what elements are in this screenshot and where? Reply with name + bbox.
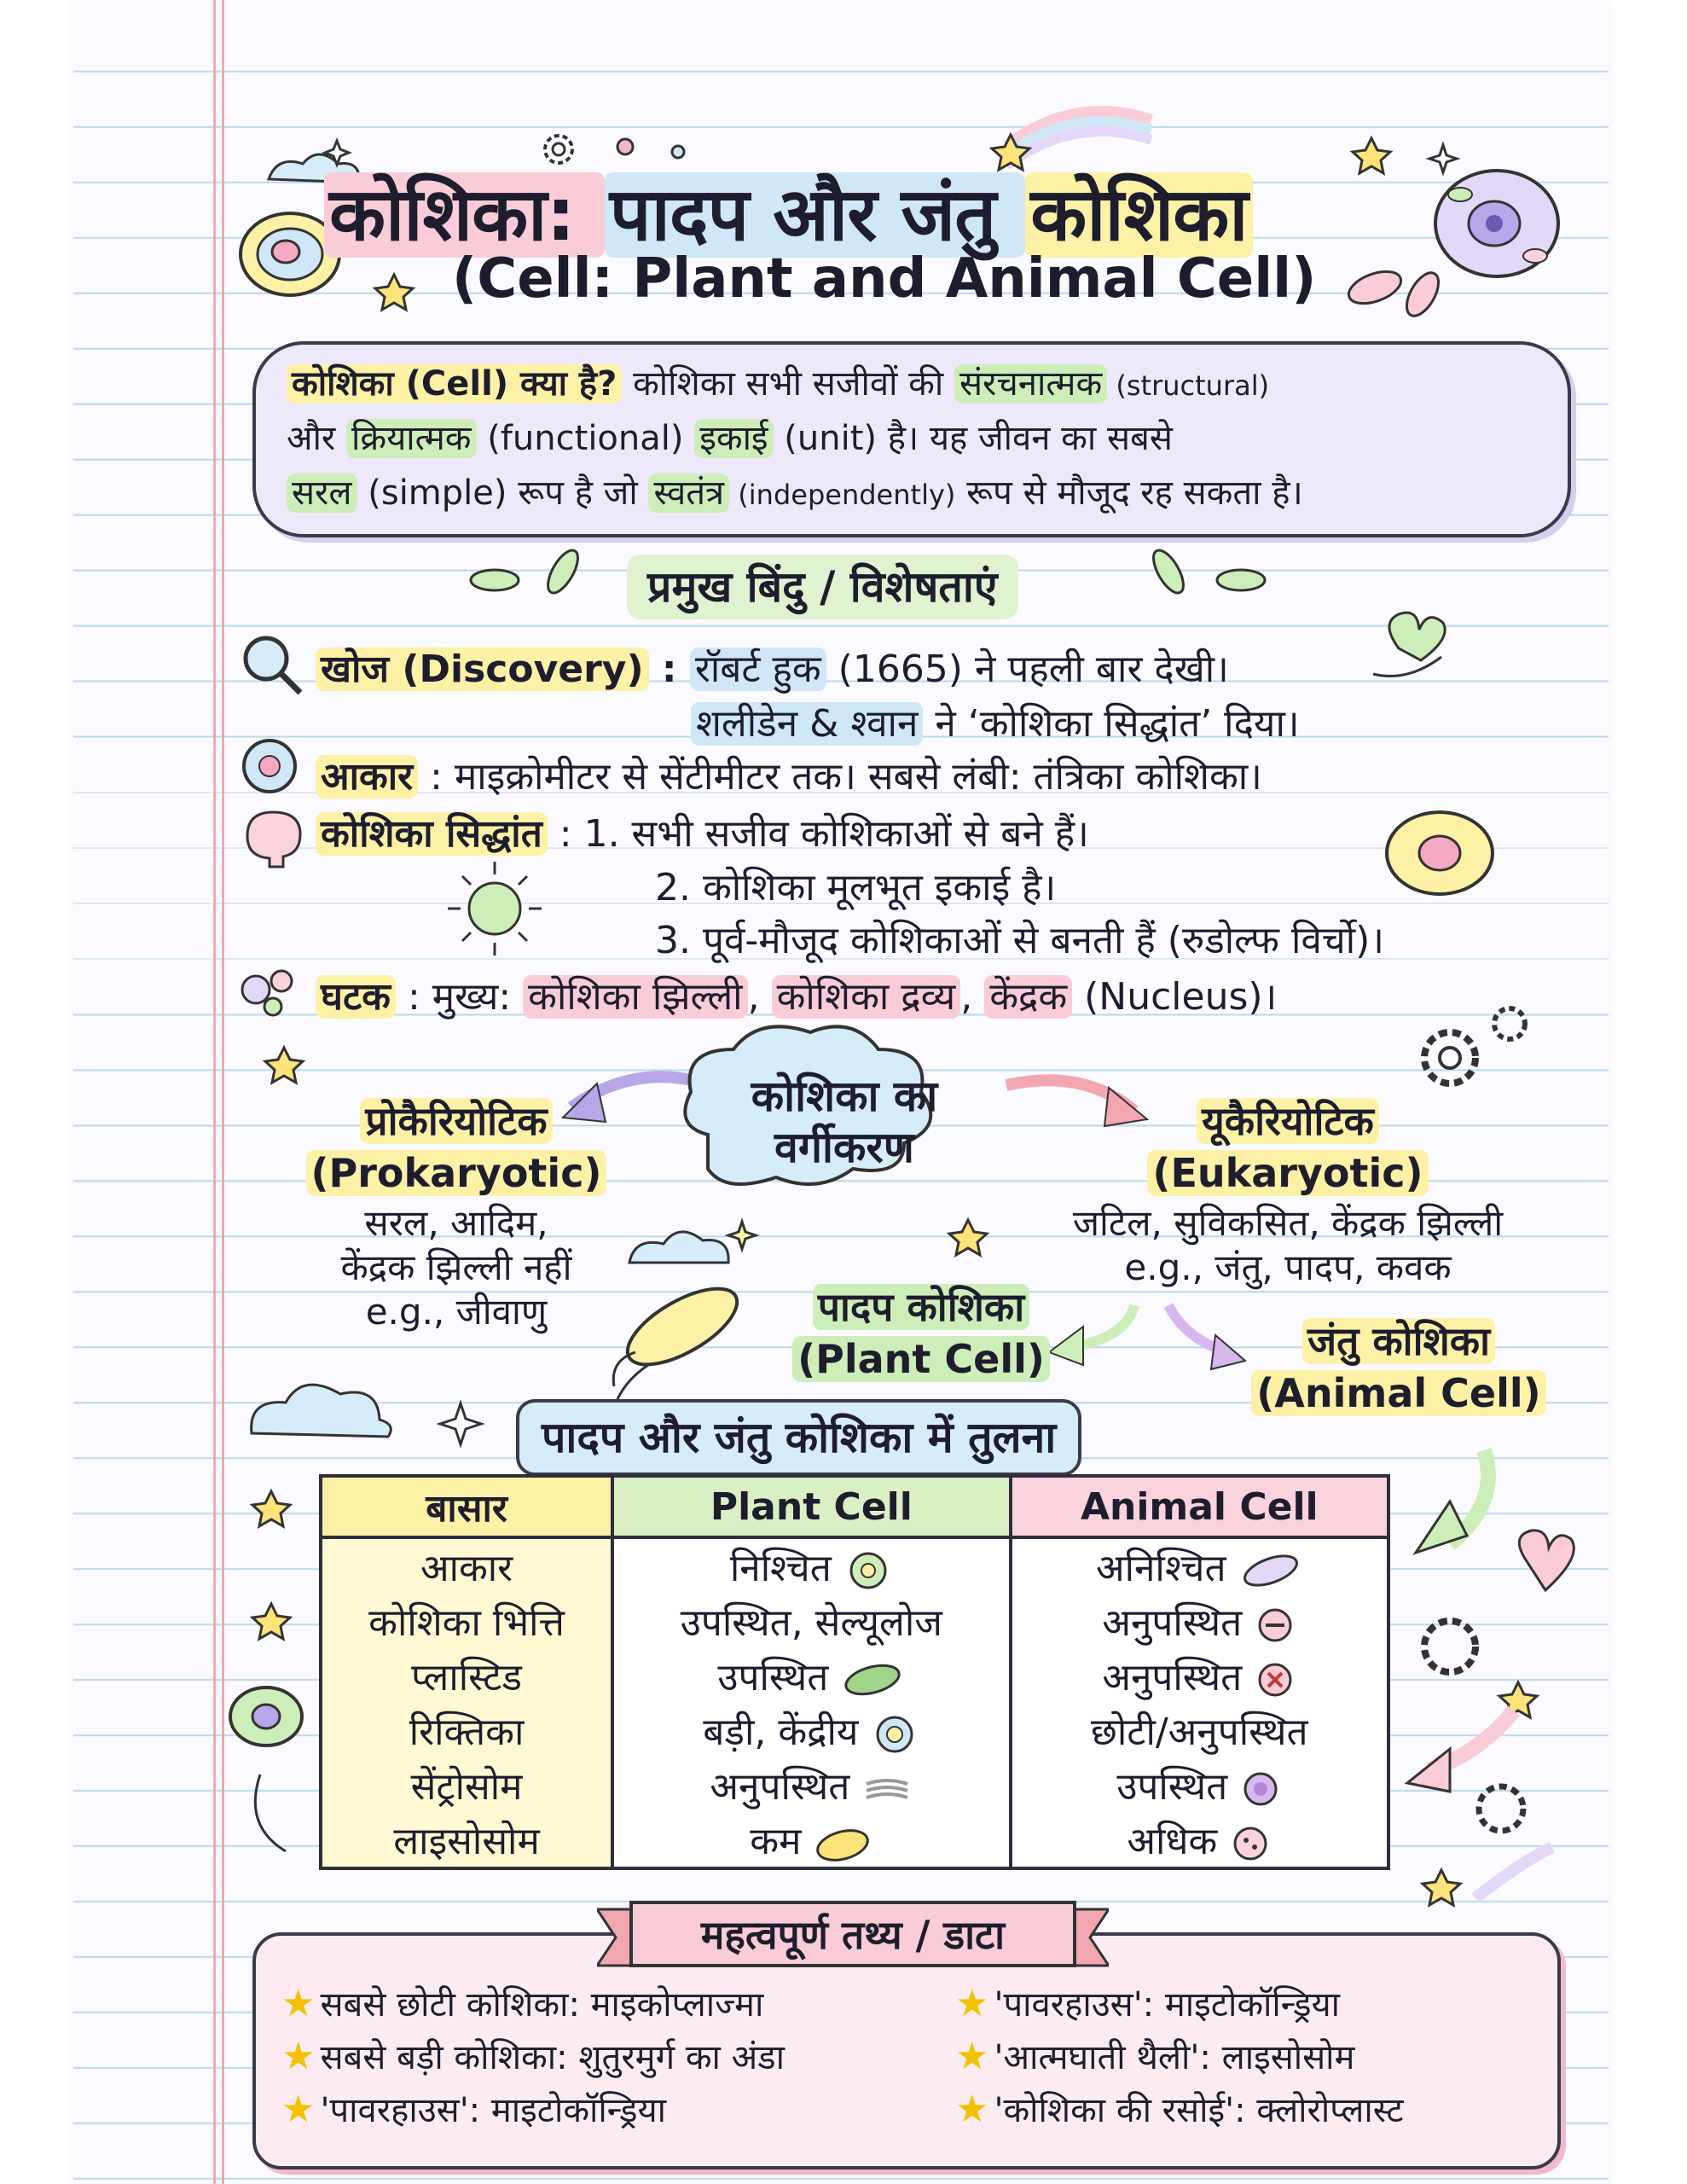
table-cell <box>1011 1648 1388 1703</box>
cell-icon <box>230 1687 302 1745</box>
table-row <box>321 1594 1388 1648</box>
plant-cell-icon <box>844 1550 893 1591</box>
fact-item <box>281 1979 785 2032</box>
cell-text: अनुपस्थित <box>1102 1601 1243 1645</box>
star-icon: ★ <box>281 2035 316 2078</box>
table-cell <box>612 1757 1010 1812</box>
cell-icon <box>244 741 295 792</box>
cell-text: उपस्थित <box>1116 1765 1228 1809</box>
facts-right <box>955 1979 1404 2138</box>
centrosome-icon <box>1239 1769 1282 1809</box>
eukaryotic-text: जटिल, सुविकसित, केंद्रक झिल्ली <box>1072 1202 1504 1244</box>
cross-icon <box>1254 1659 1296 1700</box>
table-cell: रिक्तिका <box>321 1703 612 1757</box>
point-text: ने ‘कोशिका सिद्धांत’ दिया। <box>923 702 1300 746</box>
bacteria-icon <box>1344 265 1445 321</box>
table-cell <box>612 1703 1010 1757</box>
lysosome-icon <box>813 1823 872 1864</box>
prokaryotic-text: सरल, आदिम, <box>364 1202 548 1244</box>
definition-line-1 <box>287 358 1269 405</box>
vacuole-icon <box>870 1714 919 1755</box>
definition-text: (unit) है। यह जीवन का सबसे <box>773 419 1173 458</box>
table-cell <box>1011 1537 1388 1594</box>
point-separator: : <box>648 648 690 691</box>
table-cell: कोशिका भित्ति <box>321 1594 612 1648</box>
table-row <box>321 1703 1388 1757</box>
point-theory-2: 2. कोशिका मूलभूत इकाई है। <box>655 866 1057 909</box>
plant-cell-block <box>751 1280 1092 1382</box>
magnifier-icon <box>246 638 300 693</box>
heart-icon <box>1519 1531 1574 1590</box>
highlight-functional: क्रियात्मक <box>346 419 477 458</box>
title-part-3: कोशिका <box>1025 172 1252 258</box>
brain-icon <box>247 812 300 867</box>
point-discovery-2 <box>691 696 1300 747</box>
chloroplast-icon <box>840 1659 905 1700</box>
cell-icon <box>1387 812 1493 894</box>
title-part-2: पादप और जंतु <box>605 172 1025 258</box>
highlight-nucleus: केंद्रक <box>984 975 1072 1019</box>
prokaryotic-title: प्रोकैरियोटिक <box>360 1098 552 1144</box>
table-cell <box>612 1648 1010 1703</box>
prokaryotic-block <box>290 1094 623 1334</box>
star-icon: ★ <box>955 1982 989 2025</box>
facts-title: महत्वपूर्ण तथ्य / डाटा <box>700 1912 1006 1958</box>
amoeba-icon <box>1238 1550 1303 1591</box>
table-row <box>321 1757 1388 1812</box>
table-header-row <box>321 1476 1388 1537</box>
table-cell <box>612 1812 1010 1868</box>
eukaryotic-example: e.g., जंतु, पादप, कवक <box>1124 1246 1452 1288</box>
definition-question: कोशिका (Cell) क्या है? <box>287 364 622 404</box>
prokaryotic-text: केंद्रक झिल्ली नहीं <box>340 1246 572 1288</box>
cloud-icon <box>629 1232 728 1263</box>
point-text: : 1. सभी सजीव कोशिकाओं से बने हैं। <box>547 812 1089 856</box>
animal-cell-english: (Animal Cell) <box>1251 1370 1545 1416</box>
fact-item <box>955 2032 1404 2085</box>
cell-text: अनिश्चित <box>1096 1547 1226 1590</box>
definition-text: (functional) <box>476 419 695 458</box>
fact-item <box>281 2085 785 2138</box>
point-label: आकार <box>316 755 418 799</box>
column-header: बासार <box>321 1476 612 1537</box>
table-cell: छोटी/अनुपस्थित <box>1011 1703 1388 1757</box>
table-cell: लाइसोसोम <box>321 1812 612 1868</box>
table-row <box>321 1648 1388 1703</box>
fact-item <box>281 2032 785 2085</box>
classification-center-line: वर्गीकरण <box>774 1123 914 1172</box>
table-cell <box>1011 1812 1388 1868</box>
definition-text: कोशिका सभी सजीवों की <box>622 364 954 404</box>
highlight-schleiden-schwann: शलीडेन & श्वान <box>691 702 923 746</box>
point-text: (1665) ने पहली बार देखी। <box>826 648 1229 691</box>
highlight-robert-hooke: रॉबर्ट हुक <box>690 648 826 691</box>
table-cell: उपस्थित, सेल्यूलोज <box>612 1594 1010 1648</box>
point-text: , <box>747 975 772 1019</box>
highlight-unit: इकाई <box>694 419 773 458</box>
cell-text: कम <box>750 1820 802 1863</box>
star-icon: ★ <box>955 2088 989 2131</box>
point-size <box>316 749 1262 800</box>
animal-cell-block <box>1245 1314 1552 1416</box>
definition-box <box>252 341 1571 537</box>
definition-text: रूप से मौजूद रह सकता है। <box>955 473 1303 513</box>
highlight-structural: संरचनात्मक <box>954 364 1107 404</box>
cell-text: बड़ी, केंद्रीय <box>703 1711 859 1754</box>
cloud-icon <box>252 1385 391 1437</box>
point-discovery <box>316 642 1229 693</box>
prokaryotic-english: (Prokaryotic) <box>306 1150 607 1196</box>
points-header: प्रमुख बिंदु / विशेषताएं <box>627 555 1018 619</box>
table-cell <box>1011 1594 1388 1648</box>
animal-cell-title: जंतु कोशिका <box>1302 1318 1495 1364</box>
highlight-simple: सरल <box>287 473 357 513</box>
table-cell: प्लास्टिड <box>321 1648 612 1703</box>
table-row <box>321 1537 1388 1594</box>
table-row <box>321 1812 1388 1868</box>
fact-text: सबसे बड़ी कोशिका: शुतुरमुर्ग का अंडा <box>320 2038 785 2077</box>
plant-cell-title: पादप कोशिका <box>813 1284 1029 1330</box>
highlight-cytoplasm: कोशिका द्रव्य <box>772 975 961 1019</box>
table-cell: सेंट्रोसोम <box>321 1757 612 1812</box>
eukaryotic-block <box>1015 1094 1561 1290</box>
plant-cell-english: (Plant Cell) <box>792 1336 1050 1382</box>
minus-icon <box>1254 1605 1296 1646</box>
definition-line-2 <box>287 413 1173 460</box>
comparison-title: पादप और जंतु कोशिका में तुलना <box>516 1399 1081 1476</box>
fact-item <box>955 2085 1404 2138</box>
facts-left <box>281 1979 785 2138</box>
classification-center-line: कोशिका का <box>751 1072 938 1121</box>
fact-text: 'पावरहाउस': माइटोकॉन्ड्रिया <box>320 2091 667 2130</box>
star-icon: ★ <box>281 2088 316 2131</box>
cell-text: अनुपस्थित <box>710 1765 850 1809</box>
column-header: Plant Cell <box>612 1476 1010 1537</box>
heart-icon <box>1373 613 1445 676</box>
point-label: घटक <box>316 975 396 1019</box>
definition-text: (independently) <box>729 479 956 511</box>
star-icon: ★ <box>955 2035 989 2078</box>
point-text: : मुख्य: <box>395 975 524 1019</box>
fact-text: 'कोशिका की रसोई': क्लोरोप्लास्ट <box>994 2091 1404 2130</box>
cell-icon <box>242 971 292 1015</box>
gear-icon <box>545 136 572 163</box>
bacteria-icon <box>613 1274 748 1408</box>
definition-line-3 <box>287 468 1303 514</box>
title-part-1: कोशिका: <box>324 172 605 258</box>
point-text: : माइक्रोमीटर से सेंटीमीटर तक। सबसे लंबी: तंत्रिका कोशिका। <box>418 755 1262 799</box>
comparison-table <box>319 1474 1390 1870</box>
prokaryotic-example: e.g., जीवाणु <box>365 1291 548 1333</box>
point-text: , <box>960 975 985 1019</box>
highlight-membrane: कोशिका झिल्ली <box>523 975 747 1019</box>
point-text: (Nucleus)। <box>1072 975 1278 1019</box>
column-header: Animal Cell <box>1011 1476 1388 1537</box>
eukaryotic-title: यूकैरियोटिक <box>1197 1098 1379 1144</box>
point-components <box>316 969 1277 1020</box>
golgi-icon <box>861 1772 913 1806</box>
eukaryotic-english: (Eukaryotic) <box>1147 1150 1428 1196</box>
table-cell: आकार <box>321 1537 612 1594</box>
point-theory-3: 3. पूर्व-मौजूद कोशिकाओं से बनती हैं (रुडोल्फ विर्चो)। <box>655 919 1384 962</box>
definition-text: (simple) रूप है जो <box>357 473 649 513</box>
fact-item <box>955 1979 1404 2032</box>
point-theory <box>316 806 1089 857</box>
cell-icon <box>1435 171 1558 276</box>
fact-text: सबसे छोटी कोशिका: माइकोप्लाज्मा <box>320 1985 764 2024</box>
point-label: खोज (Discovery) <box>316 648 649 691</box>
virus-icon <box>448 862 542 956</box>
definition-text: (structural) <box>1107 369 1270 402</box>
highlight-independent: स्वतंत्र <box>648 473 729 513</box>
table-cell <box>612 1537 1010 1594</box>
page-subtitle: (Cell: Plant and Animal Cell) <box>452 247 1317 311</box>
point-label: कोशिका सिद्धांत <box>316 812 548 856</box>
cell-text: अधिक <box>1127 1820 1218 1863</box>
classification-center <box>678 1071 1011 1173</box>
lysosome-icon <box>1229 1823 1272 1864</box>
cell-text: उपस्थित <box>717 1656 829 1699</box>
fact-text: 'आत्मघाती थैली': लाइसोसोम <box>994 2038 1355 2077</box>
fact-text: 'पावरहाउस': माइटोकॉन्ड्रिया <box>994 1985 1341 2024</box>
table-cell <box>1011 1757 1388 1812</box>
cell-text: अनुपस्थित <box>1102 1656 1243 1699</box>
cell-text: निश्चित <box>729 1547 832 1590</box>
star-icon: ★ <box>281 1982 316 2025</box>
definition-text: और <box>287 419 346 458</box>
